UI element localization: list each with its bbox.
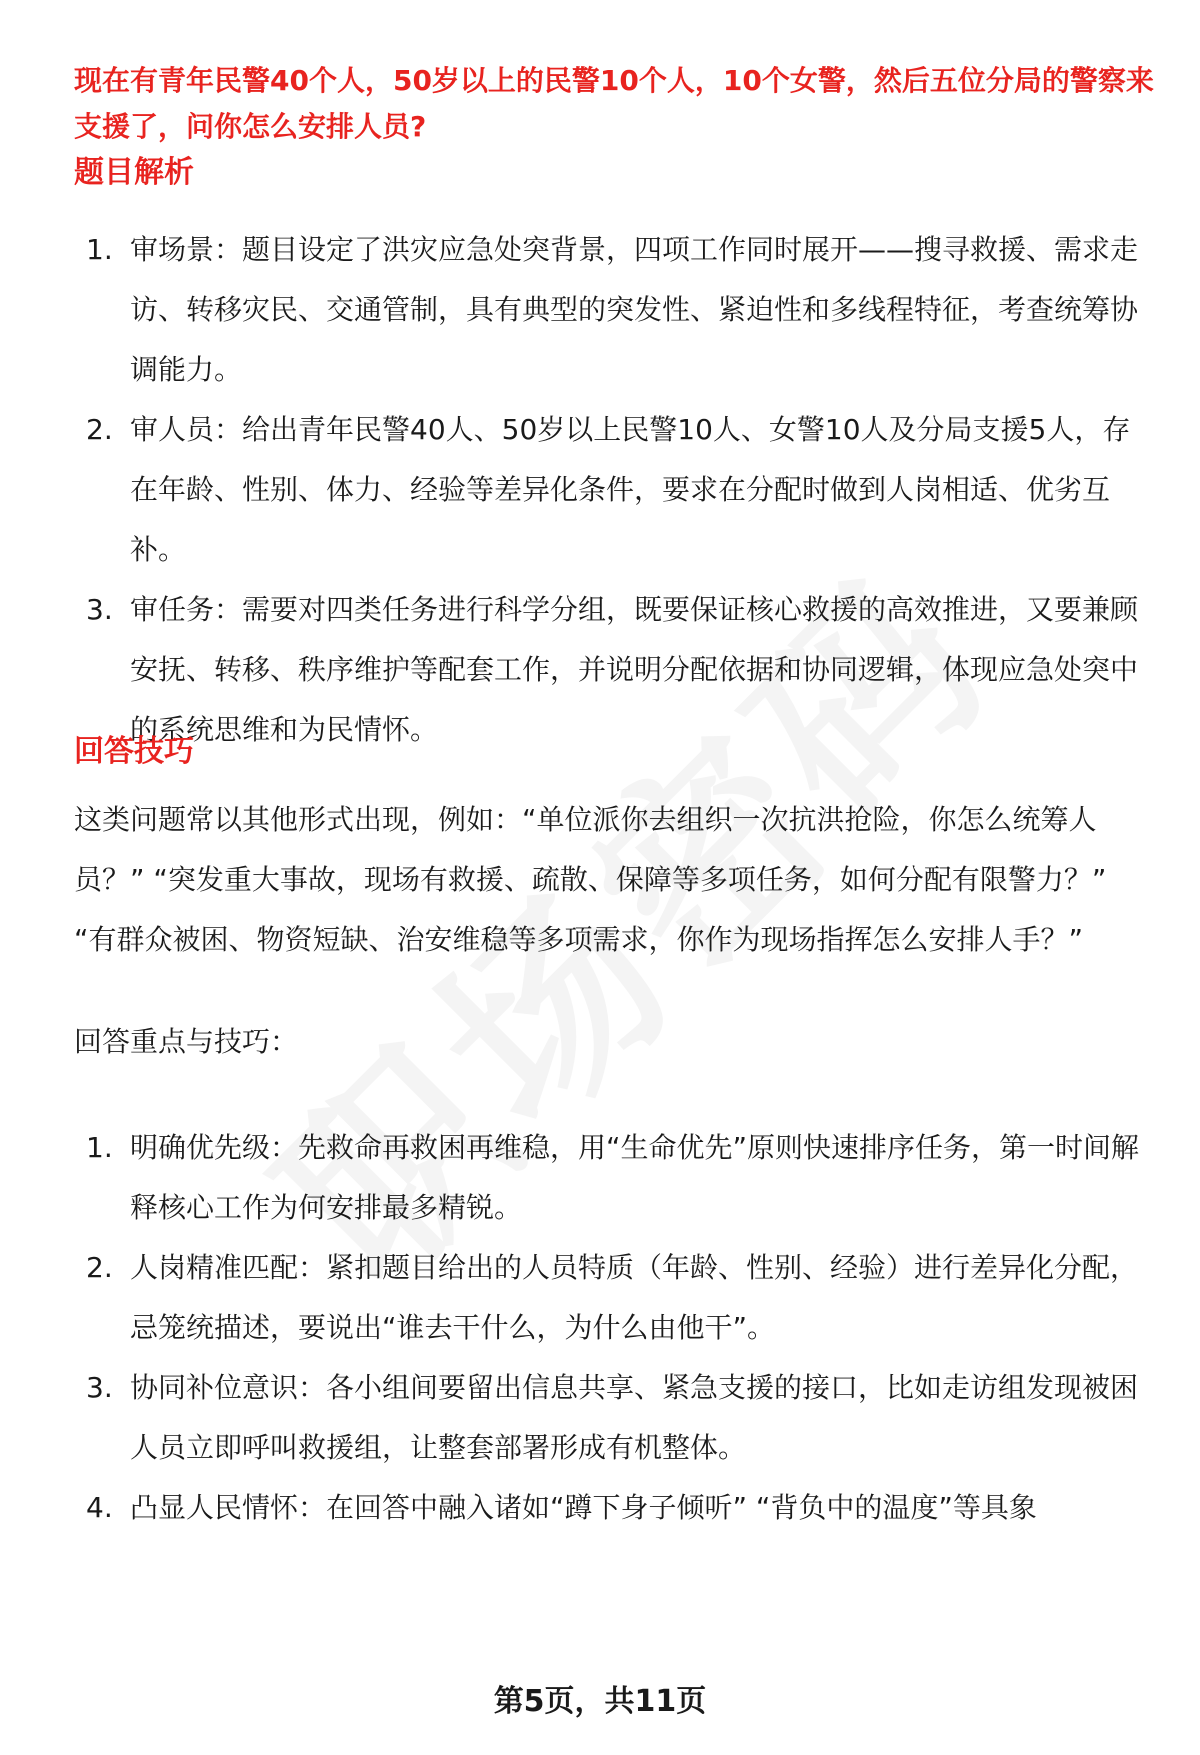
list-item [74, 220, 1154, 400]
list-number: 3. [86, 1371, 113, 1404]
question-title: 现在有青年民警40个人，50岁以上的民警10个人，10个女警，然后五位分局的警察来支援了，问你怎么安排人员? [74, 64, 1154, 143]
analysis-list [74, 220, 1154, 760]
list-item [74, 1238, 1154, 1358]
list-number: 2. [86, 413, 113, 446]
list-number: 4. [86, 1491, 113, 1524]
tips-intro: 这类问题常以其他形式出现，例如：“单位派你去组织一次抗洪抢险，你怎么统筹人员？” “突发重大事故，现场有救援、疏散、保障等多项任务，如何分配有限警力？” “有群众被困、物资短缺、治安维稳等多项需求，你作为现场指挥怎么安排人手？” [74, 803, 1107, 956]
list-number: 3. [86, 593, 113, 626]
list-text: 人岗精准匹配：紧扣题目给出的人员特质（年龄、性别、经验）进行差异化分配，忌笼统描述，要说出“谁去干什么，为什么由他干”。 [130, 1251, 1139, 1344]
list-text: 审人员：给出青年民警40人、50岁以上民警10人、女警10人及分局支援5人，存在年龄、性别、体力、经验等差异化条件，要求在分配时做到人岗相适、优劣互补。 [130, 413, 1131, 566]
list-number: 1. [86, 1131, 113, 1164]
tips-list [74, 1118, 1154, 1538]
list-text: 审场景：题目设定了洪灾应急处突背景，四项工作同时展开——搜寻救援、需求走访、转移灾民、交通管制，具有典型的突发性、紧迫性和多线程特征，考查统筹协调能力。 [130, 233, 1139, 386]
page-number: 第5页，共11页 [493, 1684, 707, 1719]
list-text: 审任务：需要对四类任务进行科学分组，既要保证核心救援的高效推进，又要兼顾安抚、转移、秩序维护等配套工作，并说明分配依据和协同逻辑，体现应急处突中的系统思维和为民情怀。 [130, 593, 1139, 746]
list-item [74, 1118, 1154, 1238]
list-item [74, 580, 1154, 760]
list-item [74, 1358, 1154, 1478]
list-number: 2. [86, 1251, 113, 1284]
list-number: 1. [86, 233, 113, 266]
list-text: 凸显人民情怀：在回答中融入诸如“蹲下身子倾听” “背负中的温度”等具象 [130, 1491, 1037, 1524]
list-item [74, 1478, 1154, 1538]
list-item [74, 400, 1154, 580]
list-text: 明确优先级：先救命再救困再维稳，用“生命优先”原则快速排序任务，第一时间解释核心工作为何安排最多精锐。 [130, 1131, 1140, 1224]
list-text: 协同补位意识：各小组间要留出信息共享、紧急支援的接口，比如走访组发现被困人员立即呼叫救援组，让整套部署形成有机整体。 [130, 1371, 1139, 1464]
analysis-heading: 题目解析 [74, 155, 194, 190]
tips-heading: 回答技巧 [74, 734, 194, 769]
tips-subheading: 回答重点与技巧： [74, 1025, 299, 1058]
